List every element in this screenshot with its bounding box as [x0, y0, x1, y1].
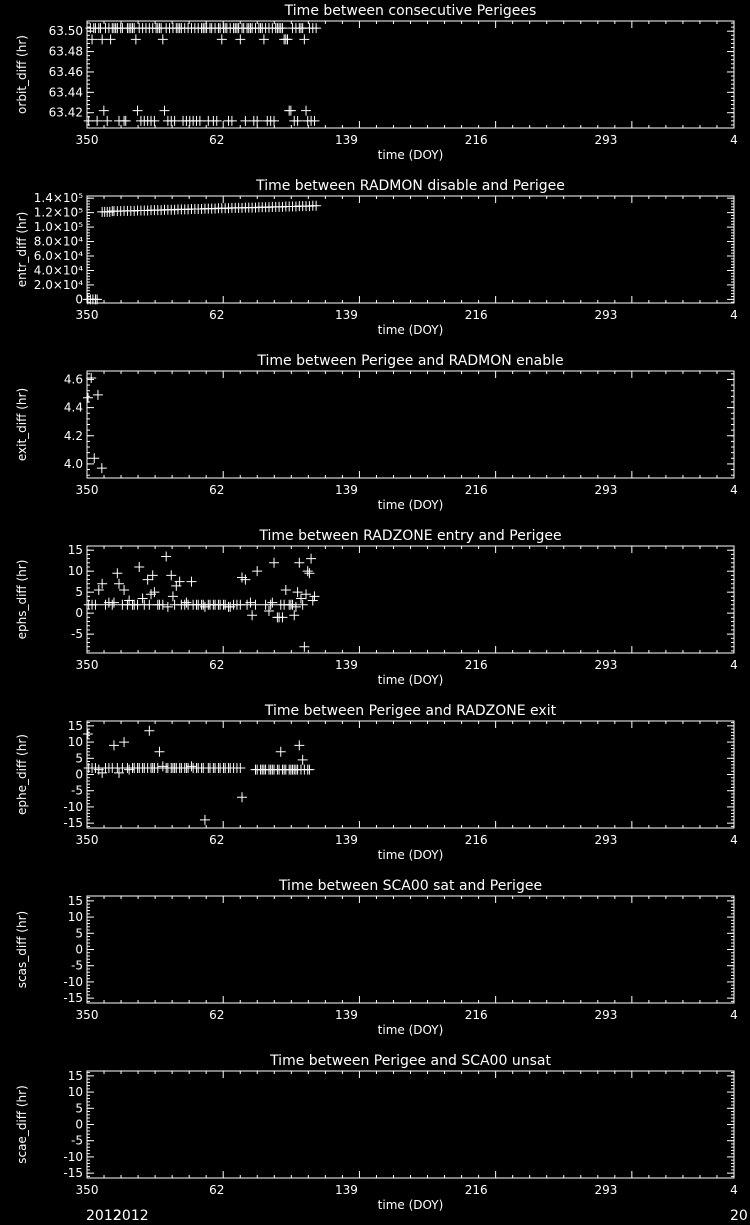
- data-point: [308, 596, 318, 606]
- x-tick-label: 4: [730, 483, 738, 497]
- y-axis-label: ephs_diff (hr): [15, 559, 29, 640]
- data-point: [83, 393, 93, 403]
- chart-title: Time between Perigee and SCA00 unsat: [270, 1053, 551, 1069]
- y-axis-label: scae_diff (hr): [15, 1085, 29, 1164]
- x-tick-label: 216: [464, 658, 488, 672]
- x-tick-label: 216: [464, 833, 488, 847]
- x-tick-label: 350: [75, 483, 99, 497]
- data-point: [269, 558, 279, 568]
- y-axis-label: orbit_diff (hr): [15, 35, 29, 114]
- data-point: [87, 34, 97, 44]
- y-tick-label: 10: [67, 1085, 83, 1100]
- chart-title: Time between RADMON disable and Perigee: [256, 178, 565, 194]
- y-tick-label: 1.0×10⁵: [33, 220, 83, 235]
- x-tick-label: 293: [594, 1008, 618, 1022]
- data-point: [289, 610, 299, 620]
- x-axis-label: time (DOY): [377, 848, 444, 862]
- data-point: [158, 34, 168, 44]
- data-point: [105, 207, 115, 217]
- data-point: [133, 106, 143, 116]
- data-point: [163, 602, 173, 612]
- x-tick-label: 139: [335, 483, 358, 497]
- y-tick-label: 1.2×10⁵: [33, 205, 83, 220]
- x-axis-label: time (DOY): [377, 1023, 444, 1037]
- x-tick-label: 350: [75, 308, 99, 322]
- y-tick-label: 5: [75, 751, 83, 766]
- y-tick-label: 63.48: [48, 44, 83, 59]
- data-point: [148, 570, 158, 580]
- data-point: [109, 740, 119, 750]
- y-tick-label: 15: [67, 1068, 83, 1083]
- x-tick-label: 62: [209, 658, 225, 672]
- plot-frame: [87, 896, 734, 1003]
- x-tick-label: 216: [464, 1008, 488, 1022]
- x-tick-label: 139: [335, 1008, 358, 1022]
- data-point: [299, 34, 309, 44]
- x-tick-label: 4: [730, 658, 738, 672]
- x-tick-label: 293: [594, 1183, 618, 1197]
- data-point: [138, 593, 148, 603]
- x-axis-label: time (DOY): [377, 323, 444, 337]
- data-point: [286, 106, 296, 116]
- y-tick-label: -10: [63, 1149, 83, 1164]
- y-axis-label: exit_diff (hr): [15, 387, 29, 462]
- y-tick-label: 63.42: [48, 105, 83, 120]
- plot-frame: [87, 371, 734, 478]
- data-point: [217, 34, 227, 44]
- data-point: [306, 554, 316, 564]
- year-label-left-2: 2012: [113, 1208, 149, 1224]
- data-point: [247, 610, 257, 620]
- data-point: [200, 815, 210, 825]
- x-tick-label: 62: [209, 133, 225, 147]
- data-point: [86, 373, 96, 383]
- data-point: [112, 568, 122, 578]
- chart-title: Time between Perigee and RADZONE exit: [264, 703, 557, 719]
- x-tick-label: 293: [594, 308, 618, 322]
- data-point: [134, 562, 144, 572]
- data-point: [114, 579, 124, 589]
- data-point: [166, 570, 176, 580]
- y-tick-label: 15: [67, 543, 83, 558]
- chart-title: Time between consecutive Perigees: [284, 3, 537, 19]
- y-tick-label: 4.6: [63, 372, 83, 387]
- y-tick-label: 0: [75, 292, 83, 307]
- y-tick-label: -5: [71, 783, 83, 798]
- data-point: [294, 740, 304, 750]
- x-tick-label: 350: [75, 1183, 99, 1197]
- x-tick-label: 4: [730, 308, 738, 322]
- data-point: [119, 737, 129, 747]
- data-point: [92, 116, 102, 126]
- data-point: [186, 577, 196, 587]
- x-tick-label: 139: [335, 833, 358, 847]
- y-tick-label: 8.0×10⁴: [33, 234, 83, 249]
- y-tick-label: 5: [75, 585, 83, 600]
- plot-frame: [87, 721, 734, 828]
- x-tick-label: 139: [335, 1183, 358, 1197]
- x-tick-label: 4: [730, 1183, 738, 1197]
- year-label-right: 20: [730, 1208, 748, 1224]
- y-axis-label: scas_diff (hr): [15, 910, 29, 989]
- y-tick-label: 15: [67, 718, 83, 733]
- data-point: [298, 755, 308, 765]
- y-tick-label: 4.0×10⁴: [33, 263, 83, 278]
- x-tick-label: 350: [75, 1008, 99, 1022]
- data-point: [237, 792, 247, 802]
- x-tick-label: 62: [209, 833, 225, 847]
- x-tick-label: 216: [464, 1183, 488, 1197]
- x-tick-label: 350: [75, 133, 99, 147]
- data-point: [99, 106, 109, 116]
- x-axis-label: time (DOY): [377, 1198, 444, 1212]
- x-tick-label: 139: [335, 133, 358, 147]
- x-axis-label: time (DOY): [377, 673, 444, 687]
- x-tick-label: 139: [335, 308, 358, 322]
- data-point: [106, 34, 116, 44]
- y-tick-label: -15: [63, 1166, 83, 1181]
- data-point: [266, 600, 276, 610]
- data-point: [294, 558, 304, 568]
- data-point: [102, 116, 112, 126]
- data-point: [259, 34, 269, 44]
- y-tick-label: 10: [67, 564, 83, 579]
- y-tick-label: 4.4: [63, 400, 83, 415]
- y-tick-label: -5: [71, 627, 83, 642]
- x-tick-label: 62: [209, 483, 225, 497]
- y-tick-label: 0: [75, 1117, 83, 1132]
- y-axis-label: entr_diff (hr): [15, 211, 29, 288]
- data-point: [131, 34, 141, 44]
- x-tick-label: 293: [594, 833, 618, 847]
- y-tick-label: 63.46: [48, 64, 83, 79]
- data-point: [143, 575, 153, 585]
- data-point: [168, 591, 178, 601]
- data-point: [109, 598, 119, 608]
- x-tick-label: 216: [464, 133, 488, 147]
- y-tick-label: 10: [67, 735, 83, 750]
- data-point: [83, 729, 93, 739]
- x-tick-label: 293: [594, 133, 618, 147]
- y-tick-label: 4.2: [63, 428, 83, 443]
- year-label-left-1: 2012: [86, 1208, 122, 1224]
- chart-title: Time between RADZONE entry and Perigee: [259, 528, 562, 544]
- y-tick-label: -10: [63, 799, 83, 814]
- data-point: [93, 390, 103, 400]
- y-tick-label: -15: [63, 991, 83, 1006]
- data-point: [281, 585, 291, 595]
- y-tick-label: -5: [71, 1133, 83, 1148]
- y-tick-label: 5: [75, 926, 83, 941]
- data-point: [119, 585, 129, 595]
- data-point: [252, 566, 262, 576]
- data-point: [121, 116, 131, 126]
- y-axis-label: ephe_diff (hr): [15, 734, 29, 815]
- data-point: [154, 747, 164, 757]
- x-tick-label: 4: [730, 133, 738, 147]
- chart-title: Time between SCA00 sat and Perigee: [278, 878, 543, 894]
- plot-frame: [87, 196, 734, 303]
- data-point: [89, 453, 99, 463]
- x-tick-label: 216: [464, 483, 488, 497]
- x-tick-label: 62: [209, 1008, 225, 1022]
- data-point: [235, 34, 245, 44]
- x-axis-label: time (DOY): [377, 498, 444, 512]
- data-point: [309, 591, 319, 601]
- data-point: [97, 463, 107, 473]
- data-point: [303, 566, 313, 576]
- x-tick-label: 350: [75, 833, 99, 847]
- y-tick-label: 0: [75, 767, 83, 782]
- x-tick-label: 62: [209, 1183, 225, 1197]
- plot-frame: [87, 546, 734, 653]
- y-tick-label: 63.44: [48, 85, 83, 100]
- x-tick-label: 62: [209, 308, 225, 322]
- y-tick-label: -5: [71, 958, 83, 973]
- data-point: [301, 106, 311, 116]
- y-tick-label: 0: [75, 942, 83, 957]
- data-point: [250, 600, 260, 610]
- chart-title: Time between Perigee and RADMON enable: [257, 353, 564, 369]
- y-tick-label: 10: [67, 910, 83, 925]
- y-tick-label: 2.0×10⁴: [33, 277, 83, 292]
- y-tick-label: -15: [63, 816, 83, 831]
- plot-frame: [87, 1071, 734, 1178]
- data-point: [161, 551, 171, 561]
- y-tick-label: 5: [75, 1101, 83, 1116]
- plot-frame: [87, 21, 734, 128]
- data-point: [276, 747, 286, 757]
- x-tick-label: 293: [594, 658, 618, 672]
- x-tick-label: 139: [335, 658, 358, 672]
- data-point: [298, 600, 308, 610]
- data-point: [304, 765, 314, 775]
- data-point: [144, 726, 154, 736]
- y-tick-label: 63.50: [48, 24, 83, 39]
- x-tick-label: 4: [730, 1008, 738, 1022]
- x-tick-label: 216: [464, 308, 488, 322]
- x-tick-label: 293: [594, 483, 618, 497]
- x-tick-label: 350: [75, 658, 99, 672]
- y-tick-label: 0: [75, 606, 83, 621]
- y-tick-label: 6.0×10⁴: [33, 249, 83, 264]
- x-axis-label: time (DOY): [377, 148, 444, 162]
- data-point: [160, 106, 170, 116]
- y-tick-label: 4.0: [63, 456, 83, 471]
- data-point: [181, 598, 191, 608]
- data-point: [301, 589, 311, 599]
- y-tick-label: 15: [67, 893, 83, 908]
- data-point: [304, 568, 314, 578]
- y-tick-label: 1.4×10⁵: [33, 191, 83, 206]
- x-tick-label: 4: [730, 833, 738, 847]
- y-tick-label: -10: [63, 974, 83, 989]
